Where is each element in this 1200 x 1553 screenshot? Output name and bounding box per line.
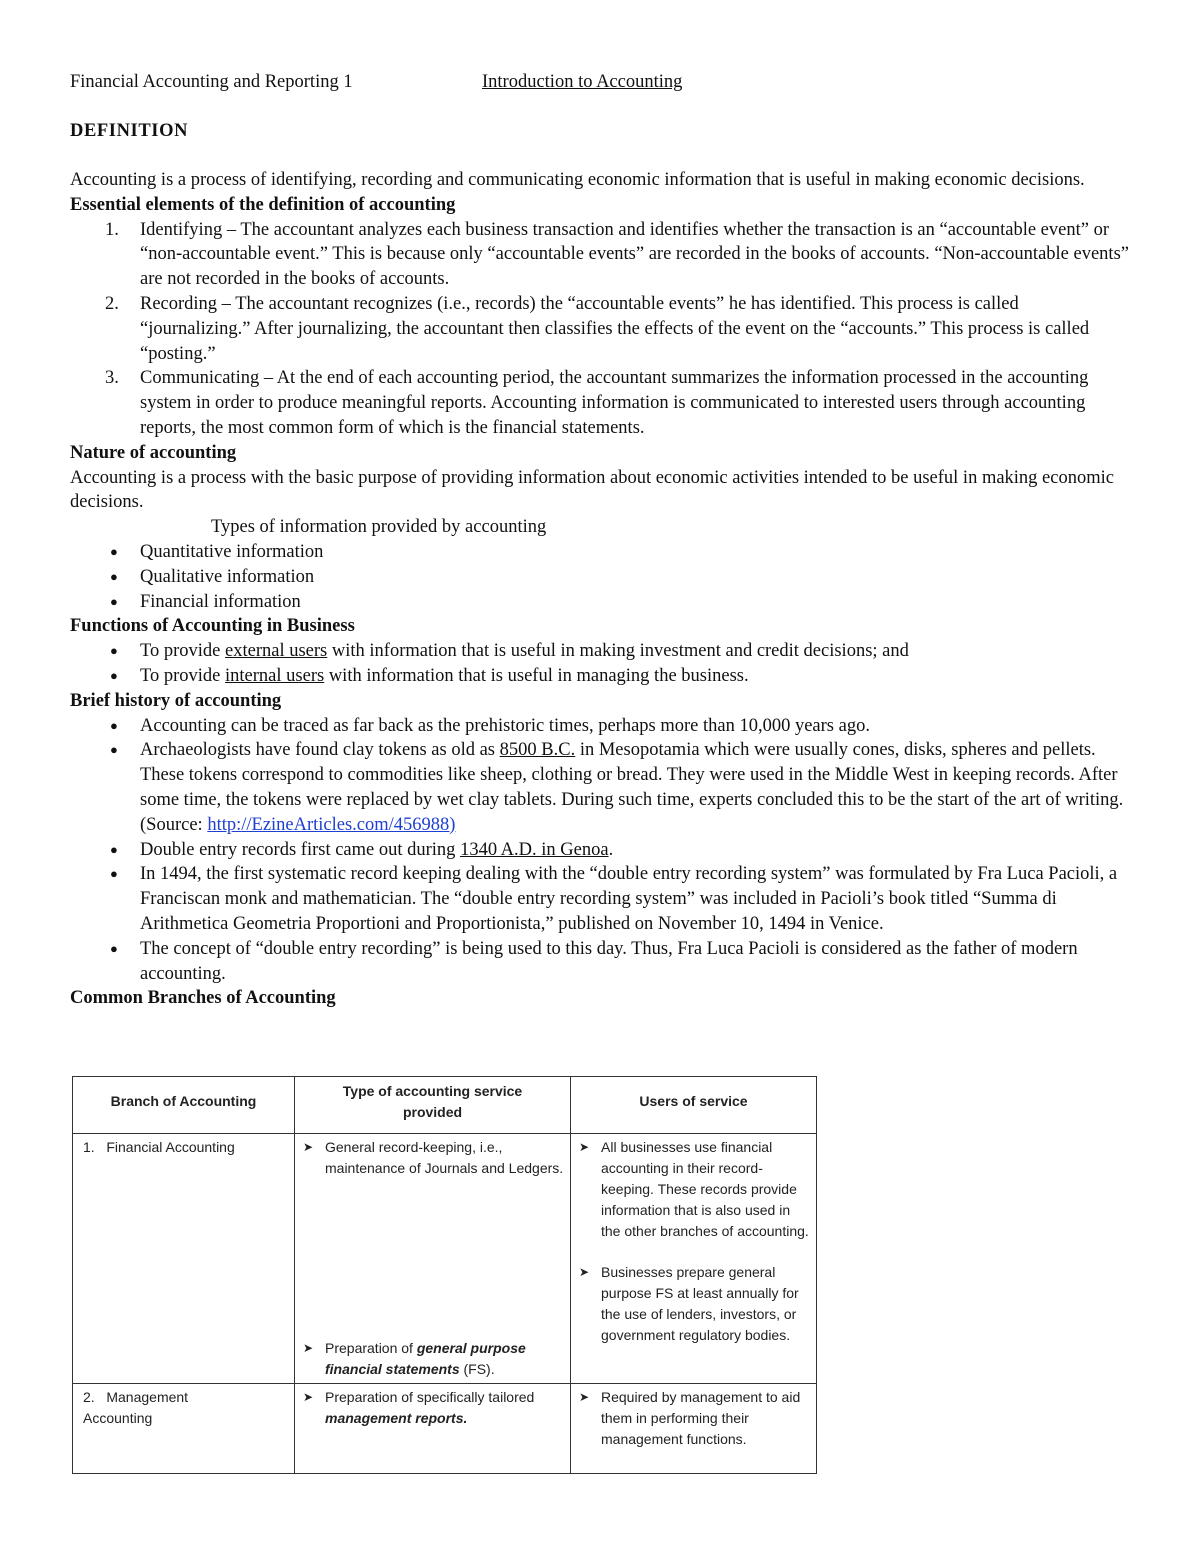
branch-name: 1. Financial Accounting (83, 1139, 235, 1155)
arrow-bullet-icon: ➤ (579, 1265, 590, 1279)
list-item: ➤ General record-keeping, i.e., maintenance of Journals and Ledgers. (303, 1137, 564, 1179)
bullet-icon: ● (110, 841, 118, 857)
essential-list (70, 218, 1132, 441)
list-item: ➤ Businesses prepare general purpose FS at least annually for the use of lenders, investors, or government regulatory bodies. (579, 1262, 810, 1346)
arrow-bullet-icon: ➤ (303, 1390, 314, 1404)
bullet-icon: ● (110, 717, 118, 733)
topic-title: Introduction to Accounting (482, 72, 683, 92)
column-header: Branch of Accounting (73, 1077, 295, 1134)
list-item: ● Double entry records first came out during 1340 A.D. in Genoa. (70, 838, 1132, 863)
arrow-bullet-icon: ➤ (579, 1140, 590, 1154)
history-list (70, 714, 1132, 987)
list-item: ● Archaeologists have found clay tokens as old as 8500 B.C. in Mesopotamia which were usually cones, disks, spheres and pellets. These tokens correspond to commodities like sheep, clothing or bread. They were used in the Middle West in keeping records. After some time, the tokens were replaced by wet clay tablets. During such time, experts concluded this to be the start of the art of writing. (Source: http://EzineArticles.com/456988) (110, 740, 1124, 835)
table-row (73, 1134, 817, 1384)
branches-heading: Common Branches of Accounting (70, 988, 336, 1009)
table-cell (571, 1134, 817, 1384)
table-cell (73, 1384, 295, 1474)
source-link[interactable]: http://EzineArticles.com/456988) (207, 814, 456, 835)
nature-text: Accounting is a process with the basic purpose of providing information about economic activities intended to be useful in making economic decisions. (70, 467, 1114, 513)
document-page (70, 70, 1132, 1011)
arrow-bullet-icon: ➤ (579, 1390, 590, 1404)
bullet-icon: ● (110, 667, 118, 683)
bullet-icon: ● (110, 593, 118, 609)
table-header-row (73, 1077, 817, 1134)
list-item: ● The concept of “double entry recording” is being used to this day. Thus, Fra Luca Pacioli is considered as the father of modern accounting. (110, 938, 1078, 984)
list-item: ● Quantitative information (70, 540, 1132, 565)
table-cell (295, 1384, 571, 1474)
bullet-icon: ● (110, 940, 118, 956)
bullet-icon: ● (110, 543, 118, 559)
functions-list (70, 639, 1132, 689)
essential-heading: Essential elements of the definition of accounting (70, 194, 456, 215)
bullet-icon: ● (110, 866, 118, 882)
functions-heading: Functions of Accounting in Business (70, 616, 355, 637)
list-item: 1. Identifying – The accountant analyzes each business transaction and identifies whether the transaction is an “accountable event” or “non-accountable event.” This is because only “accountable events” are recorded in the books of accounts. “Non-accountable events” are not recorded in the books of accounts. (105, 219, 1129, 290)
types-heading: Types of information provided by accounting (211, 517, 547, 538)
page-header (70, 70, 1132, 96)
list-item: ➤ Preparation of general purpose financial statements (FS). (303, 1338, 564, 1380)
history-heading: Brief history of accounting (70, 690, 282, 711)
list-item: 2. Recording – The accountant recognizes (i.e., records) the “accountable events” he has identified. This process is called “journalizing.” After journalizing, the accountant then classifies the effects of the event on the “accounts.” This process is called “posting.” (105, 293, 1090, 364)
course-title: Financial Accounting and Reporting 1 (70, 72, 353, 92)
list-item: ● Accounting can be traced as far back as the prehistoric times, perhaps more than 10,000 years ago. (70, 714, 1132, 739)
list-item: ➤ All businesses use financial accounting in their record-keeping. These records provide information that is also used in the other branches of accounting. (579, 1137, 810, 1242)
branches-table (72, 1076, 816, 1462)
column-header: Type of accounting service provided (295, 1077, 571, 1134)
list-item: ➤ Preparation of specifically tailored management reports. (303, 1387, 564, 1429)
list-item: ● In 1494, the first systematic record keeping dealing with the “double entry recording system” was formulated by Fra Luca Pacioli, a Franciscan monk and mathematician. The “double entry recording system” was included in Pacioli’s book titled “Summa di Arithmetica Geometria Proportioni and Proportionista,” published on November 10, 1494 in Venice. (110, 864, 1118, 934)
nature-heading: Nature of accounting (70, 442, 237, 463)
list-item: ● To provide internal users with information that is useful in managing the business. (70, 664, 1132, 689)
definition-text: Accounting is a process of identifying, recording and communicating economic information that is useful in making economic decisions. (70, 170, 1085, 190)
list-item: ● Qualitative information (70, 565, 1132, 590)
bullet-icon: ● (110, 568, 118, 584)
bullet-icon: ● (110, 643, 118, 659)
list-item: 3. Communicating – At the end of each accounting period, the accountant summarizes the information processed in the accounting system in order to produce meaningful reports. Accounting information is communicated to interested users through accounting reports, the most common form of which is the financial statements. (105, 368, 1089, 438)
table-row (73, 1384, 817, 1474)
column-header: Users of service (571, 1077, 817, 1134)
branch-name: 2. Management Accounting (83, 1389, 192, 1426)
types-list (70, 540, 1132, 614)
bullet-icon: ● (110, 742, 118, 758)
list-item: ● To provide external users with information that is useful in making investment and credit decisions; and (70, 639, 1132, 664)
table-cell (295, 1134, 571, 1384)
table-cell (73, 1134, 295, 1384)
definition-heading: DEFINITION (70, 121, 189, 141)
list-item: ➤ Required by management to aid them in performing their management functions. (579, 1387, 810, 1450)
list-item: ● Financial information (70, 590, 1132, 615)
arrow-bullet-icon: ➤ (303, 1140, 314, 1154)
arrow-bullet-icon: ➤ (303, 1341, 314, 1355)
table-cell (571, 1384, 817, 1474)
